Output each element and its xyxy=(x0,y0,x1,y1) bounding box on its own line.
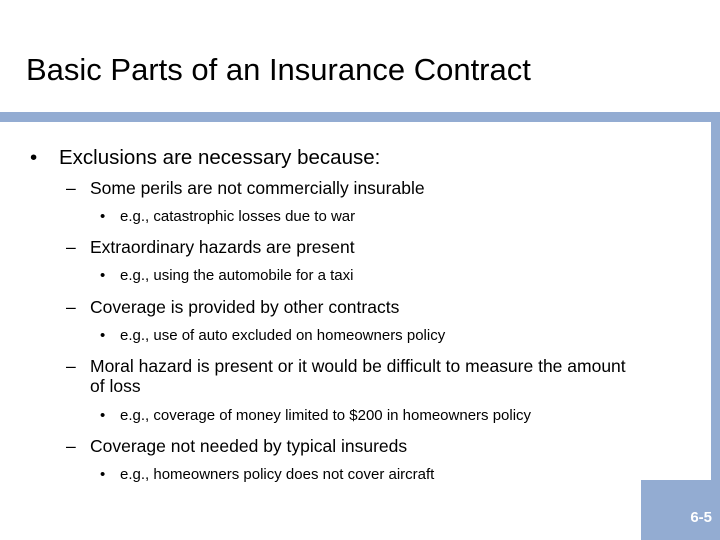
dash-marker: – xyxy=(66,356,76,376)
main-bullet-text: Exclusions are necessary because: xyxy=(59,146,381,169)
sub-bullet xyxy=(66,237,626,257)
right-accent-strip xyxy=(711,122,720,480)
bullet-marker: • xyxy=(100,407,106,424)
bullet-marker: • xyxy=(30,146,38,169)
dash-marker: – xyxy=(66,436,76,456)
dash-marker: – xyxy=(66,237,76,257)
sub-bullet-text: Coverage is provided by other contracts xyxy=(90,297,400,317)
sub-bullet-text: Extraordinary hazards are present xyxy=(90,237,355,257)
example-bullet xyxy=(100,407,531,425)
example-text: e.g., coverage of money limited to $200 in homeowners policy xyxy=(120,407,532,424)
sub-bullet-text: Moral hazard is present or it would be difficult to measure the amount of loss xyxy=(90,356,626,396)
bullet-marker: • xyxy=(100,208,106,225)
example-bullet xyxy=(100,267,353,285)
bullet-marker: • xyxy=(100,267,106,284)
slide-title: Basic Parts of an Insurance Contract xyxy=(26,52,531,87)
dash-marker: – xyxy=(66,297,76,317)
example-text: e.g., catastrophic losses due to war xyxy=(120,208,356,225)
example-bullet xyxy=(100,327,445,345)
slide-number: 6-5 xyxy=(690,509,712,526)
example-text: e.g., using the automobile for a taxi xyxy=(120,267,354,284)
bullet-marker: • xyxy=(100,466,106,483)
dash-marker: – xyxy=(66,178,76,198)
example-bullet xyxy=(100,466,434,484)
sub-bullet-text: Coverage not needed by typical insureds xyxy=(90,436,408,456)
example-bullet xyxy=(100,208,355,226)
example-text: e.g., use of auto excluded on homeowners policy xyxy=(120,327,446,344)
sub-bullet-text: Some perils are not commercially insurable xyxy=(90,178,425,198)
slide-number-badge xyxy=(641,480,720,540)
example-text: e.g., homeowners policy does not cover aircraft xyxy=(120,466,435,483)
bullet-marker: • xyxy=(100,327,106,344)
sub-bullet xyxy=(66,178,626,198)
sub-bullet xyxy=(66,436,626,456)
sub-bullet xyxy=(66,356,626,396)
title-divider-bar xyxy=(0,112,720,122)
sub-bullet xyxy=(66,297,626,317)
